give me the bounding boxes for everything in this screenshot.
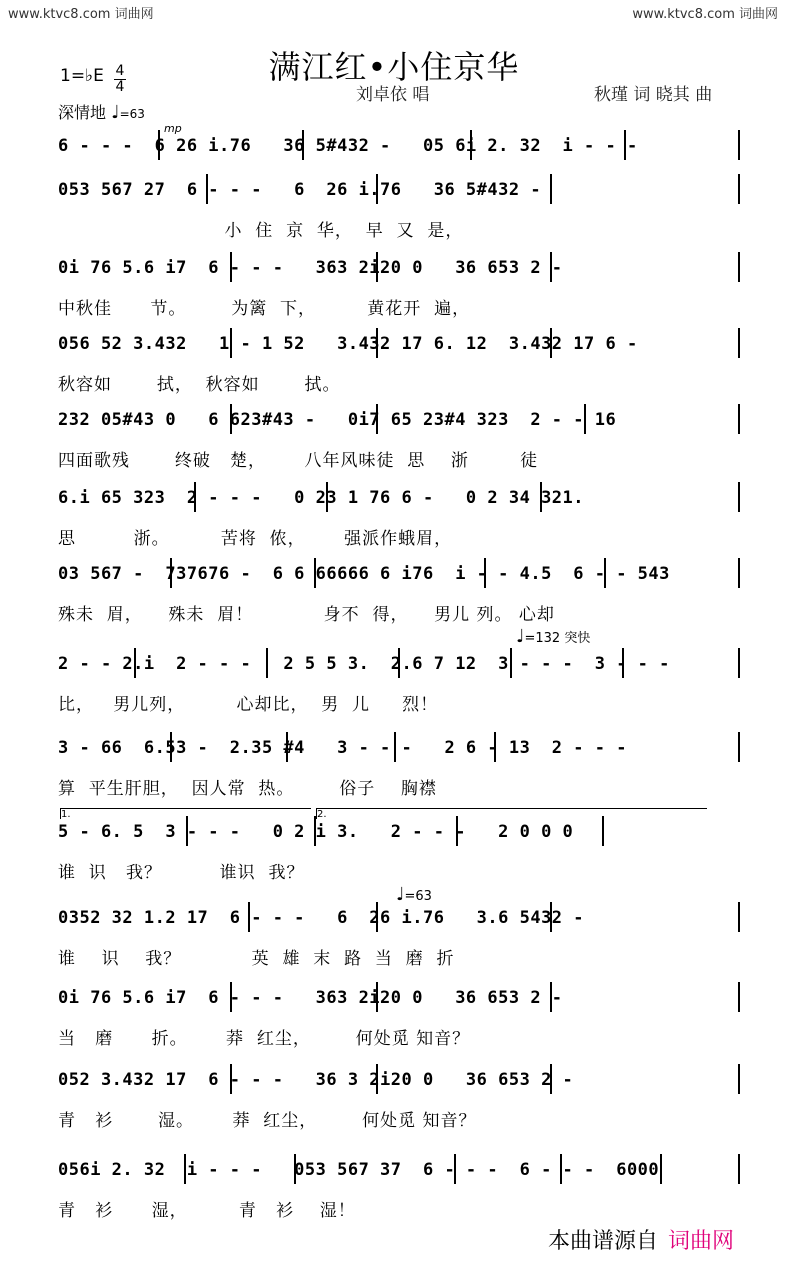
barline — [470, 130, 472, 160]
row-lyrics: 比， 男儿列， 心却比， 男 儿 烈！ — [58, 695, 439, 715]
footer-text: 本曲谱源自 — [548, 1229, 659, 1254]
tempo-return — [396, 884, 432, 905]
barline — [456, 816, 458, 846]
row-lyrics: 秋容如 拭， 秋容如 拭。 — [58, 375, 341, 395]
tempo-return-text: =63 — [404, 889, 432, 904]
row-notes: 232 05#43 0 6 623#43 - 0i7 65 23#4 323 2 - - 16 — [58, 410, 617, 430]
score-row — [58, 180, 738, 208]
tempo-change — [516, 626, 590, 647]
barline — [510, 648, 512, 678]
barline — [550, 174, 552, 204]
barline — [494, 732, 496, 762]
row-lyrics: 小 住 京 华， 早 又 是， — [58, 221, 464, 241]
score-row — [58, 410, 738, 438]
row-lyrics: 青 衫 湿。 莽 红尘， 何处觅 知音？ — [58, 1111, 477, 1131]
barline — [660, 1154, 662, 1184]
barline — [738, 732, 740, 762]
row-lyrics: 谁 识 我？ 英 雄 末 路 当 磨 折 — [58, 949, 455, 969]
barline — [230, 252, 232, 282]
barline — [604, 558, 606, 588]
barline — [738, 902, 740, 932]
barline — [230, 1064, 232, 1094]
barline — [170, 732, 172, 762]
barline — [738, 252, 740, 282]
barline — [738, 482, 740, 512]
composer-credit: 秋瑾 词 晓其 曲 — [594, 85, 713, 105]
barline — [230, 404, 232, 434]
barline — [376, 982, 378, 1012]
score-row — [58, 988, 738, 1016]
barline — [738, 328, 740, 358]
score-row — [58, 334, 738, 362]
barline — [738, 130, 740, 160]
watermark-left: www.ktvc8.com 词曲网 — [8, 7, 154, 22]
barline — [206, 174, 208, 204]
barline — [550, 902, 552, 932]
quarter-note-icon: ♩ — [516, 626, 525, 647]
tempo-word: 深情地 — [58, 103, 107, 122]
song-title: 满江红•小住京华 — [268, 48, 520, 86]
time-bottom: 4 — [115, 79, 125, 95]
row-lyrics: 四面歌残 终破 楚， 八年风味徒 思 浙 徒 — [58, 451, 539, 471]
barline — [376, 252, 378, 282]
barline — [376, 1064, 378, 1094]
barline — [376, 902, 378, 932]
barline — [286, 732, 288, 762]
row-lyrics: 算 平生肝胆， 因人常 热。 俗子 胸襟 — [58, 779, 437, 799]
barline — [314, 816, 316, 846]
footer-source — [548, 1224, 734, 1255]
barline — [394, 732, 396, 762]
time-top: 4 — [115, 63, 125, 79]
barline — [738, 174, 740, 204]
volta-1: 1. — [60, 808, 311, 819]
barline — [584, 404, 586, 434]
barline — [266, 648, 268, 678]
score-row — [58, 1160, 738, 1188]
key-signature: 1=♭E — [60, 66, 104, 86]
row-notes: 6.i 65 323 2 - - - 0 23 1 76 6 - 0 2 34 321. — [58, 488, 585, 508]
time-signature — [114, 64, 126, 95]
barline — [170, 558, 172, 588]
score-row — [58, 1070, 738, 1098]
barline — [540, 482, 542, 512]
row-notes: 053 567 27 6 - - - 6 26 i.76 36 5#432 - — [58, 180, 542, 200]
barline — [314, 558, 316, 588]
row-notes: 0352 32 1.2 17 6 - - - 6 26 i.76 3.6 5432 - — [58, 908, 585, 928]
barline — [230, 982, 232, 1012]
score-row — [58, 738, 738, 766]
barline — [302, 130, 304, 160]
barline — [622, 648, 624, 678]
tempo-change-text: =132 突快 — [524, 631, 591, 646]
barline — [326, 482, 328, 512]
barline — [738, 1154, 740, 1184]
singer-credit: 刘卓依 唱 — [356, 85, 430, 105]
barline — [376, 328, 378, 358]
row-lyrics: 中秋佳 节。 为篱 下， 黄花开 遍， — [58, 299, 471, 319]
barline — [738, 404, 740, 434]
score-row — [58, 564, 738, 592]
barline — [454, 1154, 456, 1184]
barline — [398, 648, 400, 678]
barline — [186, 816, 188, 846]
row-notes: 056 52 3.432 1 - 1 52 3.432 17 6. 12 3.432 17 6 - — [58, 334, 638, 354]
volta-2: 2. — [316, 808, 707, 819]
tempo-marking — [58, 100, 145, 123]
row-notes: 3 - 66 6.53 - 2.35 #4 3 - - - 2 6 - 13 2 - - - — [58, 738, 627, 758]
score-row — [58, 822, 738, 850]
barline — [550, 252, 552, 282]
score-row — [58, 654, 738, 682]
quarter-note-icon: ♩ — [111, 102, 120, 123]
row-lyrics: 当 磨 折。 莽 红尘， 何处觅 知音？ — [58, 1029, 471, 1049]
row-notes: 0i 76 5.6 i7 6 - - - 363 2i20 0 36 653 2 - — [58, 988, 563, 1008]
footer-brand: 词曲网 — [668, 1229, 735, 1254]
barline — [738, 558, 740, 588]
tempo-bpm: =63 — [119, 107, 145, 121]
barline — [376, 174, 378, 204]
row-lyrics: 青 衫 湿， 青 衫 湿！ — [58, 1201, 356, 1221]
barline — [560, 1154, 562, 1184]
barline — [134, 648, 136, 678]
row-lyrics: 谁 识 我？ 谁识 我？ — [58, 863, 305, 883]
score-row — [58, 488, 738, 516]
barline — [484, 558, 486, 588]
barline — [294, 1154, 296, 1184]
barline — [158, 130, 160, 160]
barline — [550, 328, 552, 358]
watermark-right: www.ktvc8.com 词曲网 — [632, 7, 778, 22]
barline — [248, 902, 250, 932]
row-notes: 2 - - 2.i 2 - - - 2 5 5 3. 2.6 7 12 3 - - - 3 - - - — [58, 654, 670, 674]
score-row — [58, 908, 738, 936]
row-notes: 052 3.432 17 6 - - - 36 3 2i20 0 36 653 2 - — [58, 1070, 574, 1090]
row-lyrics: 殊未 眉， 殊未 眉！ 身不 得， 男儿 列。 心却 — [58, 605, 555, 625]
row-notes: 056i 2. 32 i - - - 053 567 37 6 - - - 6 - - - 6000 — [58, 1160, 660, 1180]
score-row — [58, 258, 738, 286]
barline — [376, 404, 378, 434]
barline — [624, 130, 626, 160]
row-notes: 6 - - - 6 26 i.76 36 5#432 - 05 6i 2. 32 i - - - — [58, 136, 638, 156]
barline — [602, 816, 604, 846]
row-notes: 03 567 - 737676 - 6 6 66666 6 i76 i - - 4.5 6 - - 543 — [58, 564, 670, 584]
row-notes: 5 - 6. 5 3 - - - 0 2 i 3. 2 - - - 2 0 0 0 — [58, 822, 574, 842]
barline — [194, 482, 196, 512]
barline — [738, 1064, 740, 1094]
quarter-note-icon: ♩ — [396, 884, 405, 905]
barline — [230, 328, 232, 358]
barline — [738, 648, 740, 678]
dynamic-mp: mp — [164, 122, 182, 135]
barline — [550, 1064, 552, 1094]
score-row — [58, 136, 738, 164]
barline — [550, 982, 552, 1012]
barline — [184, 1154, 186, 1184]
row-notes: 0i 76 5.6 i7 6 - - - 363 2i20 0 36 653 2 - — [58, 258, 563, 278]
row-lyrics: 思 浙。 苦将 侬， 强派作蛾眉， — [58, 529, 453, 549]
barline — [738, 982, 740, 1012]
